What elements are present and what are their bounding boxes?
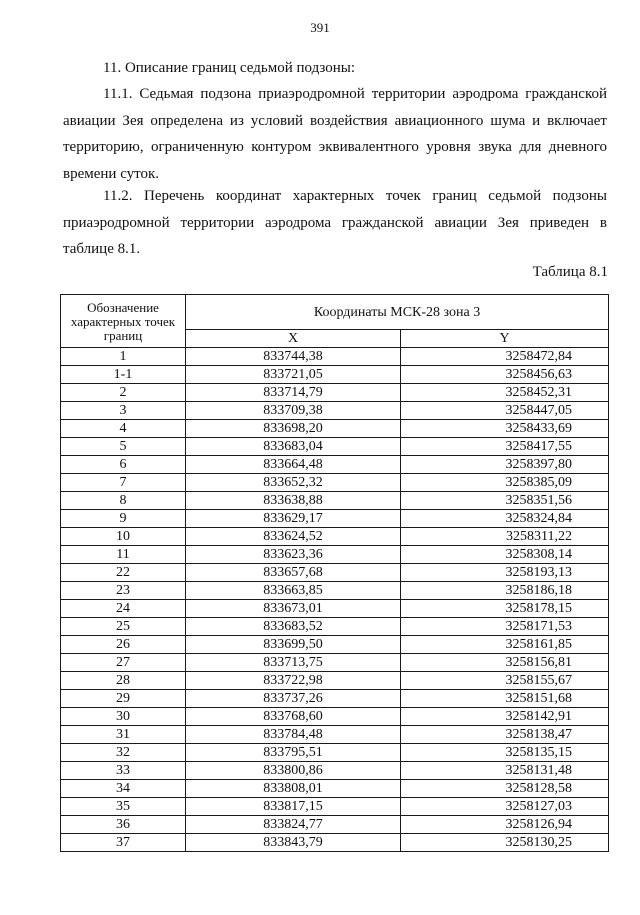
point-cell: 1-1 — [61, 366, 186, 384]
y-coordinate-cell: 3258127,03 — [401, 798, 609, 816]
y-coordinate-cell: 3258156,81 — [401, 654, 609, 672]
y-coordinate-cell: 3258308,14 — [401, 546, 609, 564]
point-cell: 8 — [61, 492, 186, 510]
x-coordinate-cell: 833709,38 — [186, 402, 401, 420]
table-row — [61, 582, 609, 600]
table-row — [61, 798, 609, 816]
table-row — [61, 438, 609, 456]
point-cell: 33 — [61, 762, 186, 780]
x-coordinate-cell: 833795,51 — [186, 744, 401, 762]
table-row — [61, 672, 609, 690]
table-row — [61, 402, 609, 420]
table-row — [61, 510, 609, 528]
y-column-header: Y — [401, 330, 609, 348]
point-cell: 32 — [61, 744, 186, 762]
point-cell: 30 — [61, 708, 186, 726]
x-coordinate-cell: 833800,86 — [186, 762, 401, 780]
coordinates-table — [60, 294, 609, 852]
table-row — [61, 420, 609, 438]
point-cell: 24 — [61, 600, 186, 618]
coordinate-system-header: Координаты МСК-28 зона 3 — [186, 295, 609, 330]
y-coordinate-cell: 3258151,68 — [401, 690, 609, 708]
x-coordinate-cell: 833623,36 — [186, 546, 401, 564]
x-coordinate-cell: 833683,52 — [186, 618, 401, 636]
table-caption: Таблица 8.1 — [532, 264, 608, 280]
point-cell: 34 — [61, 780, 186, 798]
table-row — [61, 600, 609, 618]
x-coordinate-cell: 833663,85 — [186, 582, 401, 600]
point-cell: 28 — [61, 672, 186, 690]
y-coordinate-cell: 3258155,67 — [401, 672, 609, 690]
x-coordinate-cell: 833744,38 — [186, 348, 401, 366]
point-cell: 3 — [61, 402, 186, 420]
y-coordinate-cell: 3258135,15 — [401, 744, 609, 762]
paragraph-11-2: 11.2. Перечень координат характерных точек границ седьмой подзоны приаэродромной территории аэродрома гражданской авиации Зея приведен в таблице 8.1. — [63, 188, 607, 257]
point-cell: 5 — [61, 438, 186, 456]
x-coordinate-cell: 833784,48 — [186, 726, 401, 744]
point-cell: 31 — [61, 726, 186, 744]
y-coordinate-cell: 3258126,94 — [401, 816, 609, 834]
y-coordinate-cell: 3258142,91 — [401, 708, 609, 726]
x-coordinate-cell: 833737,26 — [186, 690, 401, 708]
y-coordinate-cell: 3258131,48 — [401, 762, 609, 780]
point-cell: 35 — [61, 798, 186, 816]
y-coordinate-cell: 3258433,69 — [401, 420, 609, 438]
table-row — [61, 726, 609, 744]
x-column-header: X — [186, 330, 401, 348]
point-cell: 27 — [61, 654, 186, 672]
y-coordinate-cell: 3258456,63 — [401, 366, 609, 384]
x-coordinate-cell: 833714,79 — [186, 384, 401, 402]
table-row — [61, 654, 609, 672]
x-coordinate-cell: 833673,01 — [186, 600, 401, 618]
paragraph-11-1: 11.1. Седьмая подзона приаэродромной территории аэродрома гражданской авиации Зея определена из условий воздействия авиационного шума и включает территорию, ограниченную контуром эквивалентного уровня звука для дневного времени суток. — [63, 86, 607, 182]
table-row — [61, 546, 609, 564]
point-column-header: Обозначение характерных точек границ — [61, 295, 186, 348]
section-heading: 11. Описание границ седьмой подзоны: — [103, 60, 355, 76]
table-row — [61, 474, 609, 492]
x-coordinate-cell: 833699,50 — [186, 636, 401, 654]
table-row — [61, 528, 609, 546]
point-cell: 11 — [61, 546, 186, 564]
table-row — [61, 708, 609, 726]
table-row — [61, 456, 609, 474]
table-row — [61, 816, 609, 834]
y-coordinate-cell: 3258447,05 — [401, 402, 609, 420]
x-coordinate-cell: 833629,17 — [186, 510, 401, 528]
x-coordinate-cell: 833683,04 — [186, 438, 401, 456]
page-number: 391 — [310, 20, 330, 35]
table-row — [61, 366, 609, 384]
point-cell: 7 — [61, 474, 186, 492]
x-coordinate-cell: 833817,15 — [186, 798, 401, 816]
point-cell: 29 — [61, 690, 186, 708]
x-coordinate-cell: 833664,48 — [186, 456, 401, 474]
y-coordinate-cell: 3258324,84 — [401, 510, 609, 528]
point-cell: 6 — [61, 456, 186, 474]
y-coordinate-cell: 3258417,55 — [401, 438, 609, 456]
x-coordinate-cell: 833722,98 — [186, 672, 401, 690]
x-coordinate-cell: 833652,32 — [186, 474, 401, 492]
x-coordinate-cell: 833768,60 — [186, 708, 401, 726]
y-coordinate-cell: 3258130,25 — [401, 834, 609, 852]
x-coordinate-cell: 833624,52 — [186, 528, 401, 546]
x-coordinate-cell: 833657,68 — [186, 564, 401, 582]
x-coordinate-cell: 833713,75 — [186, 654, 401, 672]
y-coordinate-cell: 3258351,56 — [401, 492, 609, 510]
point-cell: 10 — [61, 528, 186, 546]
y-coordinate-cell: 3258397,80 — [401, 456, 609, 474]
y-coordinate-cell: 3258385,09 — [401, 474, 609, 492]
point-cell: 1 — [61, 348, 186, 366]
table-row — [61, 618, 609, 636]
table-row — [61, 348, 609, 366]
y-coordinate-cell: 3258178,15 — [401, 600, 609, 618]
table-row — [61, 492, 609, 510]
y-coordinate-cell: 3258472,84 — [401, 348, 609, 366]
point-cell: 36 — [61, 816, 186, 834]
x-coordinate-cell: 833698,20 — [186, 420, 401, 438]
coordinates-table-body — [61, 348, 609, 852]
point-cell: 22 — [61, 564, 186, 582]
table-row — [61, 744, 609, 762]
table-row — [61, 780, 609, 798]
point-cell: 2 — [61, 384, 186, 402]
y-coordinate-cell: 3258311,22 — [401, 528, 609, 546]
x-coordinate-cell: 833721,05 — [186, 366, 401, 384]
x-coordinate-cell: 833843,79 — [186, 834, 401, 852]
y-coordinate-cell: 3258186,18 — [401, 582, 609, 600]
point-cell: 9 — [61, 510, 186, 528]
y-coordinate-cell: 3258128,58 — [401, 780, 609, 798]
y-coordinate-cell: 3258452,31 — [401, 384, 609, 402]
point-cell: 26 — [61, 636, 186, 654]
table-row — [61, 762, 609, 780]
table-row — [61, 564, 609, 582]
point-cell: 23 — [61, 582, 186, 600]
x-coordinate-cell: 833824,77 — [186, 816, 401, 834]
table-row — [61, 690, 609, 708]
x-coordinate-cell: 833808,01 — [186, 780, 401, 798]
y-coordinate-cell: 3258193,13 — [401, 564, 609, 582]
x-coordinate-cell: 833638,88 — [186, 492, 401, 510]
point-cell: 37 — [61, 834, 186, 852]
y-coordinate-cell: 3258171,53 — [401, 618, 609, 636]
table-row — [61, 384, 609, 402]
point-cell: 25 — [61, 618, 186, 636]
table-row — [61, 636, 609, 654]
y-coordinate-cell: 3258138,47 — [401, 726, 609, 744]
point-cell: 4 — [61, 420, 186, 438]
y-coordinate-cell: 3258161,85 — [401, 636, 609, 654]
table-row — [61, 834, 609, 852]
